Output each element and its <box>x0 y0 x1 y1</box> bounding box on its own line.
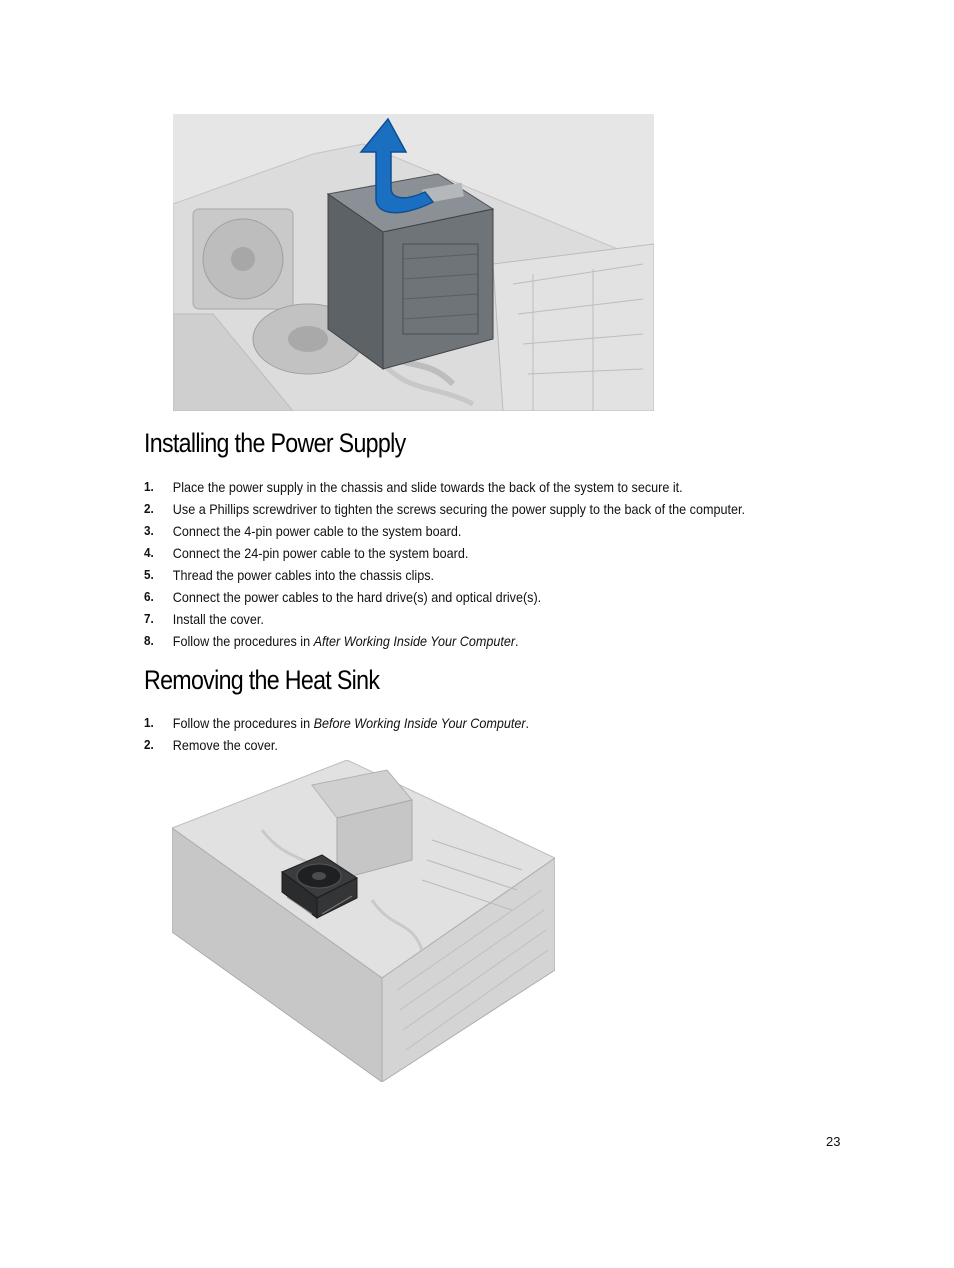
step-number: 4. <box>144 545 154 560</box>
power-supply-removal-illustration <box>173 114 654 411</box>
step-text <box>173 712 529 734</box>
step-text: Connect the power cables to the hard drive(s) and optical drive(s). <box>172 589 542 605</box>
step-number: 6. <box>144 589 154 604</box>
step-number: 8. <box>144 633 154 648</box>
step-text: Thread the power cables into the chassis clips. <box>172 567 435 583</box>
list-item <box>144 586 774 608</box>
step-text: Connect the 24-pin power cable to the system board. <box>172 545 469 561</box>
step-text <box>173 630 519 652</box>
list-item <box>144 734 774 756</box>
computer-chassis-heat-sink-illustration <box>172 760 555 1082</box>
step-number: 1. <box>144 479 154 494</box>
list-item <box>144 564 774 586</box>
step-text: Use a Phillips screwdriver to tighten the screws securing the power supply to the back of the computer. <box>172 501 745 517</box>
remove-heat-sink-steps <box>144 712 844 756</box>
list-item <box>144 542 774 564</box>
step-text: Connect the 4-pin power cable to the system board. <box>172 523 462 539</box>
rear-fan-icon <box>193 209 293 309</box>
list-item <box>144 712 774 734</box>
page-number: 23 <box>826 1134 841 1149</box>
step-number: 5. <box>144 567 154 582</box>
step-text-lead: Follow the procedures in <box>172 715 314 731</box>
procedure-reference: Before Working Inside Your Computer <box>313 715 526 731</box>
step-number: 2. <box>144 737 154 752</box>
step-text-suffix: . <box>525 715 530 731</box>
step-number: 3. <box>144 523 154 538</box>
install-power-supply-steps <box>144 476 844 652</box>
list-item <box>144 498 774 520</box>
step-text: Place the power supply in the chassis and slide towards the back of the system to secure it. <box>172 479 683 495</box>
step-text: Remove the cover. <box>172 737 278 753</box>
section-title-installing-power-supply: Installing the Power Supply <box>144 428 406 458</box>
step-text-lead: Follow the procedures in <box>172 633 314 649</box>
list-item <box>144 630 774 652</box>
list-item <box>144 476 774 498</box>
step-text-suffix: . <box>515 633 519 649</box>
procedure-reference: After Working Inside Your Computer <box>313 633 516 649</box>
list-item <box>144 608 774 630</box>
list-item <box>144 520 774 542</box>
step-number: 1. <box>144 715 154 730</box>
step-text: Install the cover. <box>172 611 264 627</box>
section-title-removing-heat-sink: Removing the Heat Sink <box>144 665 380 695</box>
step-number: 2. <box>144 501 154 516</box>
step-number: 7. <box>144 611 154 626</box>
